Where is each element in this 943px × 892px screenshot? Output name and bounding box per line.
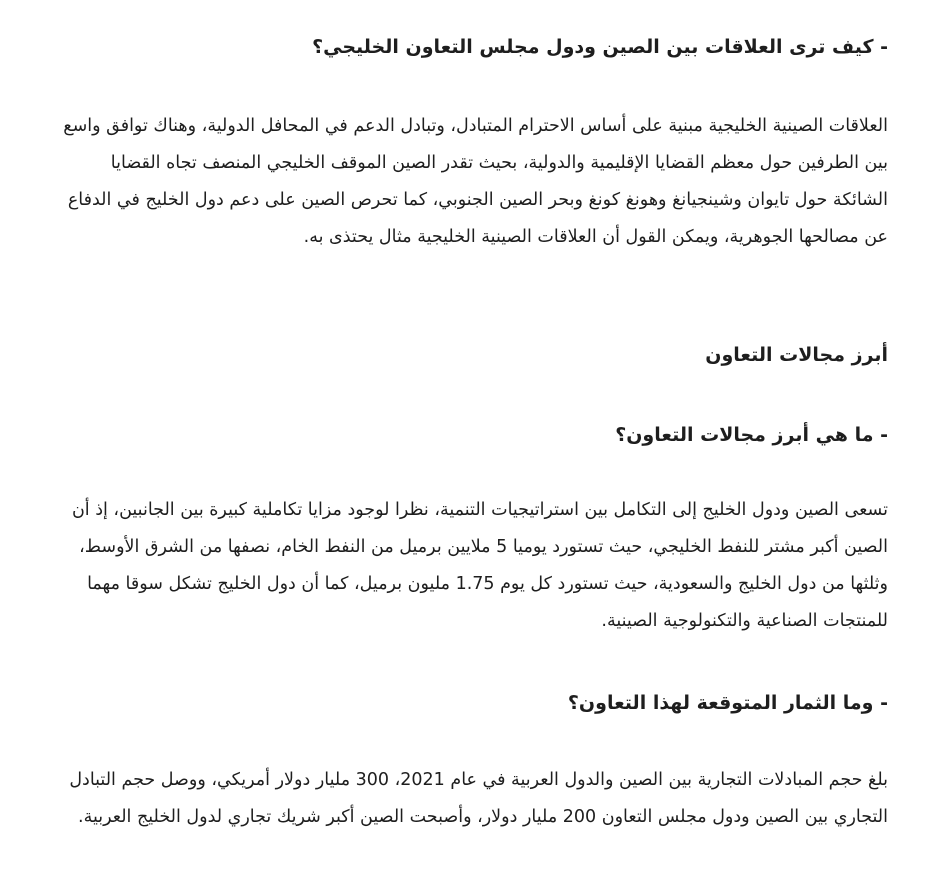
answer-paragraph-outcomes: بلغ حجم المبادلات التجارية بين الصين والدول العربية في عام 2021، 300 مليار دولار أمريكي، ووصل حجم التبادل التجاري بين الصين ودول مجلس التعاون 200 مليار دولار، وأصبحت الصين أكبر شريك تجاري لدول الخليج العربية. [69, 770, 888, 827]
question-heading-cooperation: - ما هي أبرز مجالات التعاون؟ [615, 424, 888, 446]
answer-paragraph-relations: العلاقات الصينية الخليجية مبنية على أساس الاحترام المتبادل، وتبادل الدعم في المحافل الدولية، وهناك توافق واسع بين الطرفين حول معظم القضايا الإقليمية والدولية، بحيث تقدر الصين الموقف الخليجي المنصف تجاه القضايا الشائكة حول تايوان وشينجيانغ وهونغ كونغ وبحر الصين الجنوبي، كما تحرص الصين على دعم دول الخليج في الدفاع عن مصالحها الجوهرية، ويمكن القول أن العلاقات الصينية الخليجية مثال يحتذى به. [63, 116, 888, 247]
section-title-cooperation: أبرز مجالات التعاون [705, 344, 888, 366]
question-heading-relations: - كيف ترى العلاقات بين الصين ودول مجلس التعاون الخليجي؟ [312, 36, 888, 58]
answer-paragraph-cooperation: تسعى الصين ودول الخليج إلى التكامل بين استراتيجيات التنمية، نظرا لوجود مزايا تكاملية كبيرة بين الجانبين، إذ أن الصين أكبر مشتر للنفط الخليجي، حيث تستورد يوميا 5 ملايين برميل من النفط الخام، نصفها من الشرق الأوسط، وثلثها من دول الخليج والسعودية، حيث تستورد كل يوم 1.75 مليون برميل، كما أن دول الخليج تشكل سوقا مهما للمنتجات الصناعية والتكنولوجية الصينية. [71, 500, 888, 631]
question-heading-outcomes: - وما الثمار المتوقعة لهذا التعاون؟ [567, 692, 888, 714]
